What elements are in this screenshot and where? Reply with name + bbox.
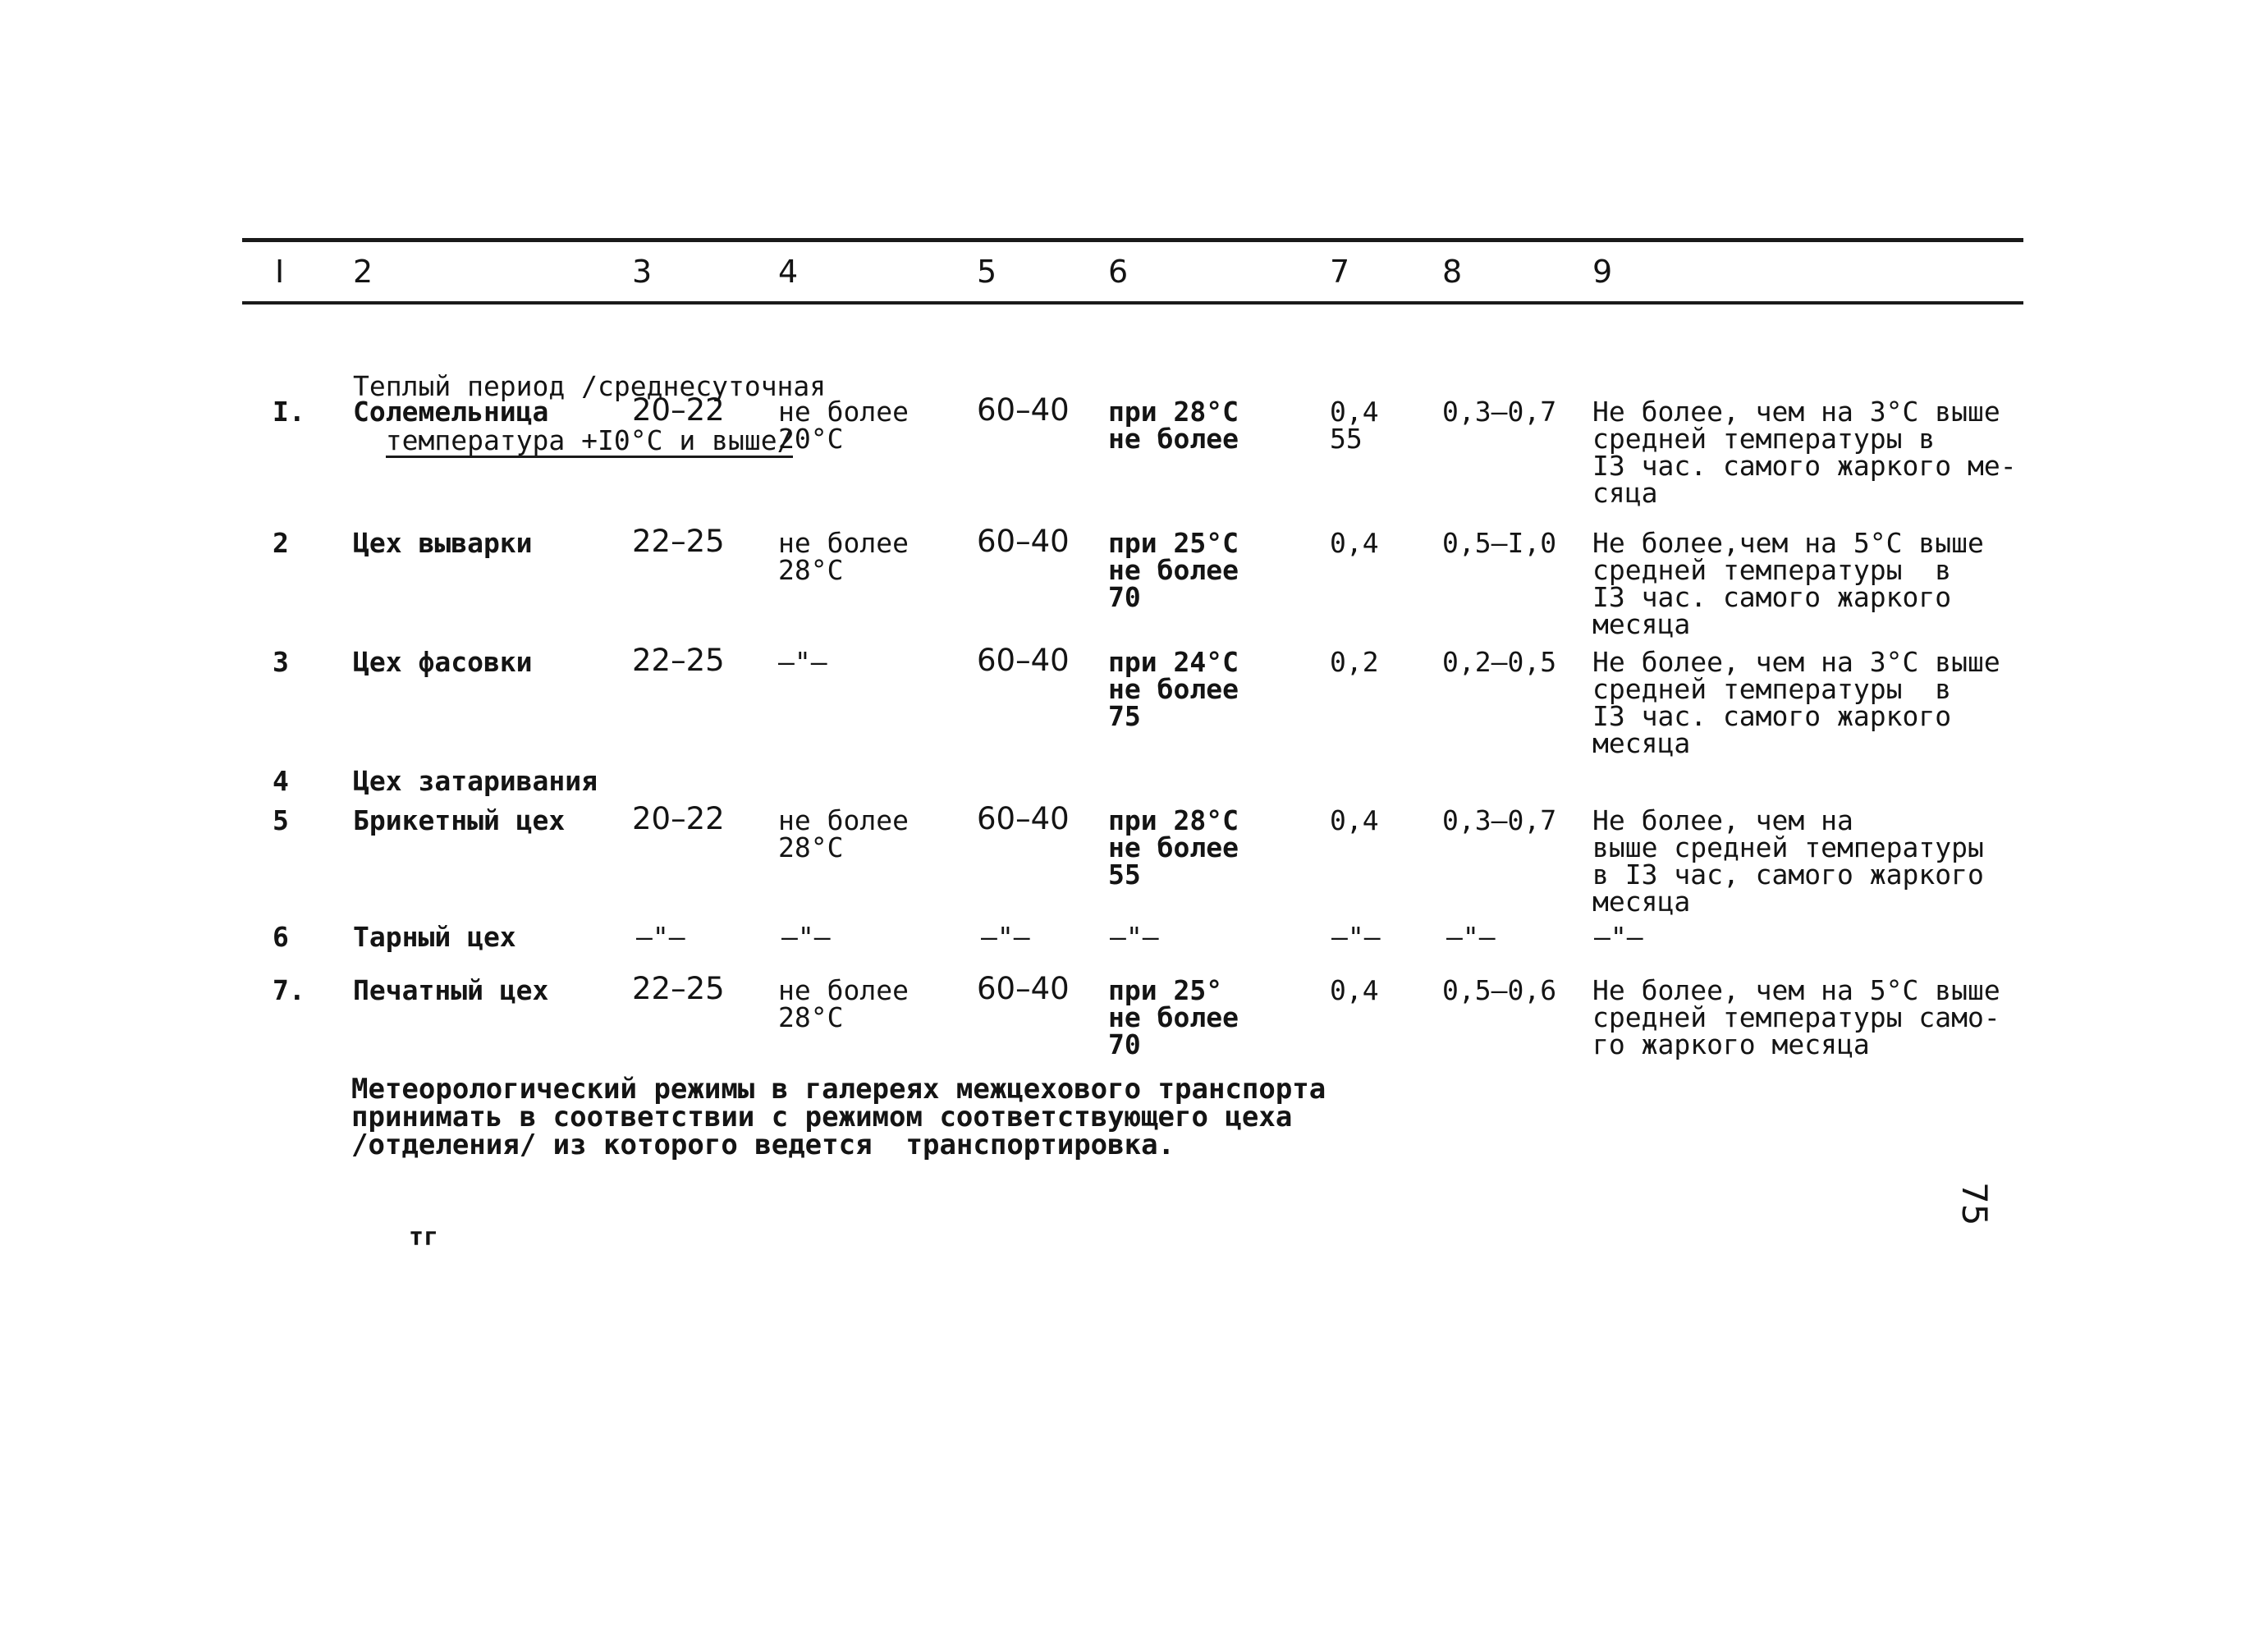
humidity: 60–40 [977,524,1070,559]
air-speed-range: 0,3–0,7 [1442,396,1557,428]
air-speed-range: 0,2–0,5 [1442,646,1557,678]
temp-range: 22–25 [632,643,725,678]
temp-range: 20–22 [632,801,725,836]
temp-limit: не более 28°C [778,527,909,586]
humidity-limit: при 28°C не более [1108,396,1239,455]
column-header-8: 8 [1442,254,1463,290]
humidity: 60–40 [977,392,1070,428]
row-number: 5 [273,804,289,836]
humidity-limit: при 28°C не более 55 [1108,804,1239,891]
column-header-4: 4 [778,254,799,290]
temp-limit: не более 28°C [778,804,909,863]
row-name: Брикетный цех [353,804,566,836]
temp-range: 20–22 [632,392,725,428]
row-number: 6 [273,921,289,953]
air-speed-range: 0,5–I,0 [1442,527,1557,559]
temp-limit: –"– [781,921,831,953]
page-mark: тг [409,1223,439,1252]
air-speed: 0,4 [1330,804,1379,836]
row-name: Печатный цех [353,974,549,1006]
row-name: Цех фасовки [353,646,533,678]
row-number: 7. [273,974,305,1006]
row-number: 2 [273,527,289,559]
column-header-5: 5 [977,254,997,290]
row-number: I. [273,396,305,428]
column-header-1: I [275,254,285,290]
air-speed-range: –"– [1446,921,1496,953]
footnote: Метеорологический режимы в галереях межцехового транспорта принимать в соответствии с режимом соответствующего цеха /отделения/ из которого ведется транспортировка. [351,1073,1326,1161]
air-speed: 0,4 55 [1330,396,1379,455]
air-speed: 0,4 [1330,974,1379,1006]
temp-limit: –"– [778,646,827,678]
note-text: –"– [1594,921,1643,953]
period-heading [353,318,826,458]
row-name: Цех выварки [353,527,533,559]
humidity-limit: при 25°C не более 70 [1108,527,1239,613]
note-text: Не более, чем на 5°C выше средней температуры само- го жаркого месяца [1592,974,2000,1060]
note-text: Не более, чем на 3°C выше средней температуры в I3 час. самого жаркого ме- сяца [1592,396,2017,509]
temp-limit: не более 28°C [778,974,909,1033]
humidity: 60–40 [977,643,1070,678]
humidity-limit: при 25° не более 70 [1108,974,1239,1060]
humidity-limit: при 24°C не более 75 [1108,646,1239,732]
row-name: Солемельница [353,396,549,428]
air-speed: 0,2 [1330,646,1379,678]
column-header-7: 7 [1330,254,1350,290]
period-heading-line-2: температура +I0°C и выше/ [385,424,794,456]
temp-range: 22–25 [632,971,725,1006]
table-rule-top [242,238,2023,242]
column-header-9: 9 [1592,254,1613,290]
row-name: Тарный цех [353,921,516,953]
air-speed-range: 0,5–0,6 [1442,974,1557,1006]
table-rule-header [242,301,2023,305]
row-name: Цех затаривания [353,765,598,797]
temp-limit: не более 20°C [778,396,909,455]
period-heading-line-1: Теплый период /среднесуточная [353,370,827,402]
humidity-limit: –"– [1110,921,1159,953]
note-text: Не более, чем на 3°C выше средней температуры в I3 час. самого жаркого месяца [1592,646,2000,759]
humidity: 60–40 [977,801,1070,836]
temp-range: –"– [636,921,685,953]
column-header-2: 2 [353,254,373,290]
note-text: Не более,чем на 5°C выше средней температуры в I3 час. самого жаркого месяца [1592,527,1984,640]
humidity: –"– [981,921,1030,953]
column-header-3: 3 [632,254,653,290]
air-speed-range: 0,3–0,7 [1442,804,1557,836]
air-speed: 0,4 [1330,527,1379,559]
row-number: 3 [273,646,289,678]
temp-range: 22–25 [632,524,725,559]
column-header-6: 6 [1108,254,1129,290]
page-number: 75 [1954,1182,1995,1226]
note-text: Не более, чем на выше средней температуры в I3 час, самого жаркого месяца [1592,804,1984,918]
air-speed: –"– [1331,921,1381,953]
humidity: 60–40 [977,971,1070,1006]
row-number: 4 [273,765,289,797]
